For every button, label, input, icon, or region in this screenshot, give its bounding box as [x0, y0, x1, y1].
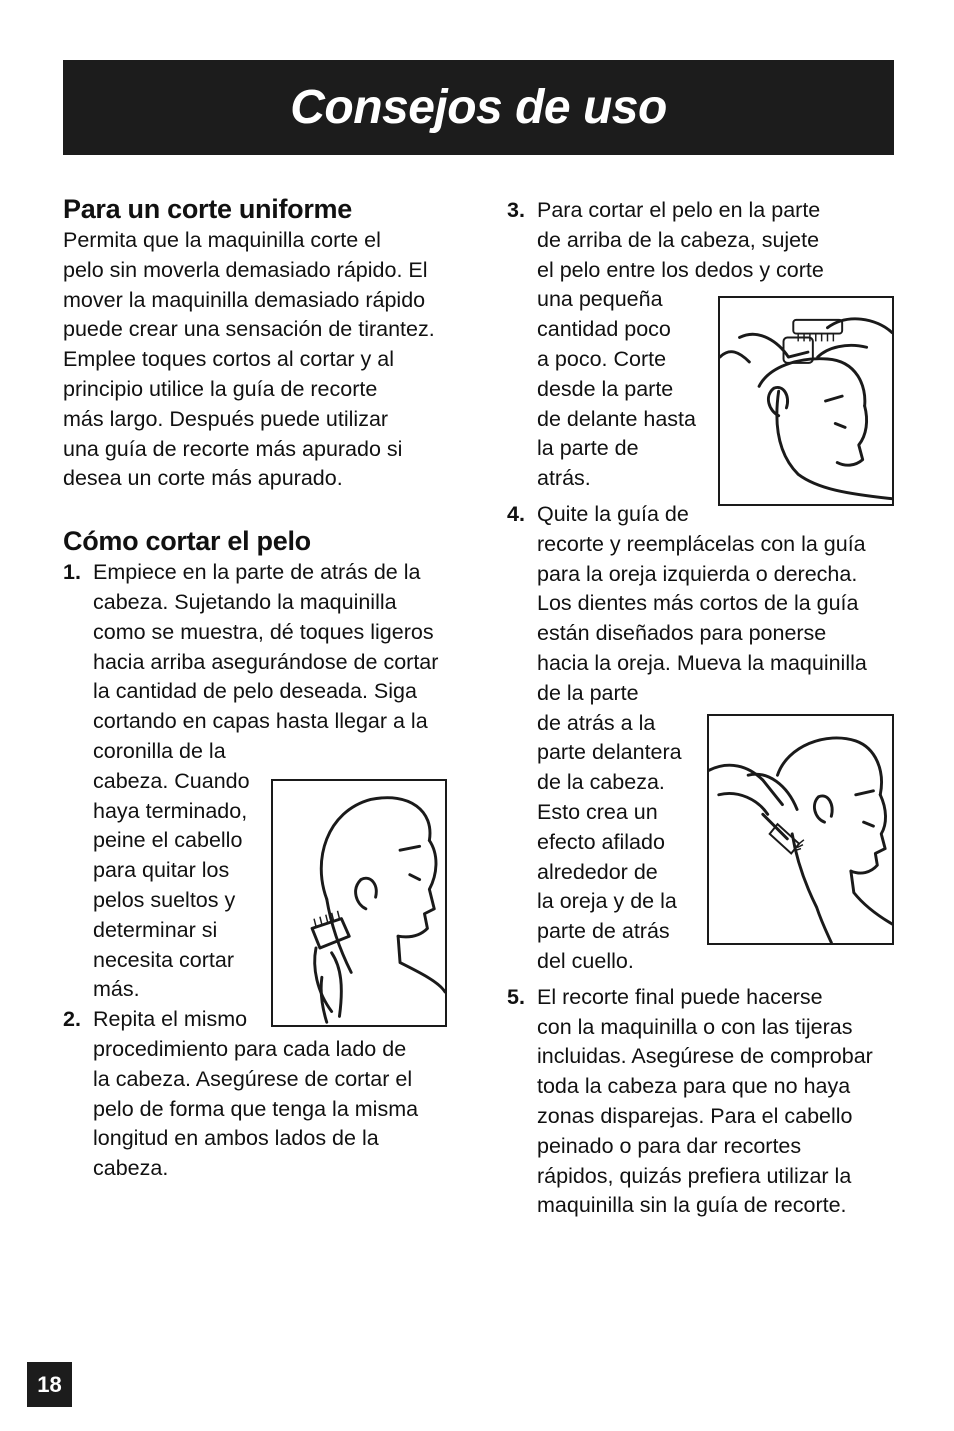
step-2 — [63, 1005, 453, 1184]
text-line: toda la cabeza para que no haya — [537, 1074, 851, 1099]
text-line: procedimiento para cada lado de — [93, 1036, 407, 1061]
text-line: zonas disparejas. Para el cabello — [537, 1103, 853, 1128]
comb-clipper-illustration — [720, 298, 892, 504]
illustration-top-of-head — [718, 296, 894, 506]
text-line: desde la parte — [537, 376, 674, 401]
text-line: Emplee toques cortos al cortar y al — [63, 347, 395, 372]
text-line: una pequeña — [537, 287, 663, 312]
text-line: cabeza. — [93, 1156, 169, 1181]
text-line: Permita que la maquinilla corte el — [63, 228, 381, 252]
illustration-ear-trim — [707, 714, 894, 945]
illustration-back-of-head — [271, 779, 447, 1027]
text-line: peinado o para dar recortes — [537, 1133, 802, 1158]
step-number: 2. — [63, 1007, 81, 1032]
ear-clipper-illustration — [709, 716, 892, 943]
text-line: de atrás a la — [537, 710, 656, 735]
text-line: de arriba de la cabeza, sujete — [537, 227, 820, 252]
text-line: hacia la oreja. Mueva la maquinilla — [537, 650, 867, 675]
page-title: Consejos de uso — [290, 81, 667, 134]
text-line: necesita cortar — [93, 947, 235, 972]
step-number: 3. — [507, 198, 525, 222]
text-line: pelo de forma que tenga la misma — [93, 1096, 419, 1121]
text-line: están diseñados para ponerse — [537, 621, 827, 646]
text-line: determinar si — [93, 917, 218, 942]
text-line: más. — [93, 977, 140, 1002]
text-line: puede crear una sensación de tirantez. — [63, 317, 435, 342]
text-line: la oreja y de la — [537, 889, 677, 914]
text-line: más largo. Después puede utilizar — [63, 406, 389, 431]
step-number: 4. — [507, 501, 525, 526]
page-number-badge — [27, 1362, 72, 1407]
text-line: pelos sueltos y — [93, 887, 236, 912]
text-line: recorte y reemplácelas con la guía — [537, 531, 866, 556]
text-line: la cantidad de pelo deseada. Siga — [93, 679, 417, 704]
text-line: la parte de — [537, 436, 639, 461]
text-line: cortando en capas hasta llegar a la — [93, 709, 428, 734]
text-line: de la cabeza. — [537, 770, 665, 795]
step-number: 1. — [63, 560, 81, 585]
text-line: El recorte final puede hacerse — [537, 984, 823, 1009]
text-line: haya terminado, — [93, 798, 248, 823]
section-heading-how-to-cut: Cómo cortar el pelo — [63, 526, 311, 557]
text-line: cantidad poco — [537, 317, 671, 342]
text-line: a poco. Corte — [537, 346, 667, 371]
left-column — [63, 192, 453, 1184]
text-line: alrededor de — [537, 859, 658, 884]
text-line: una guía de recorte más apurado si — [63, 436, 403, 461]
text-line: coronilla de la — [93, 738, 226, 763]
text-line: cabeza. Cuando — [93, 768, 250, 793]
text-line: incluidas. Asegúrese de comprobar — [537, 1044, 873, 1069]
step-5 — [507, 983, 897, 1221]
text-line: Empiece en la parte de atrás de la — [93, 560, 421, 585]
text-line: atrás. — [537, 466, 591, 491]
text-line: para quitar los — [93, 858, 230, 883]
text-line: parte delantera — [537, 740, 682, 765]
step-number: 5. — [507, 984, 525, 1009]
text-line: Para cortar el pelo en la parte — [537, 198, 821, 222]
text-line: la cabeza. Asegúrese de cortar el — [93, 1066, 413, 1091]
text-line: desea un corte más apurado. — [63, 466, 343, 491]
text-line: efecto afilado — [537, 829, 665, 854]
text-line: mover la maquinilla demasiado rápido — [63, 287, 426, 312]
text-line: cabeza. Sujetando la maquinilla — [93, 589, 397, 614]
section-heading-uniform-cut: Para un corte uniforme — [63, 194, 352, 224]
text-line: Quite la guía de — [537, 501, 689, 526]
text-line: pelo sin moverla demasiado rápido. El — [63, 257, 428, 282]
text-line: Repita el mismo — [93, 1007, 248, 1032]
text-line: del cuello. — [537, 948, 634, 973]
text-line: Los dientes más cortos de la guía — [537, 591, 859, 616]
text-line: parte de atrás — [537, 919, 670, 944]
page-number: 18 — [37, 1371, 62, 1397]
title-banner — [63, 60, 894, 155]
text-line: el pelo entre los dedos y corte — [537, 257, 824, 282]
text-line: maquinilla sin la guía de recorte. — [537, 1193, 847, 1218]
head-clipper-illustration — [273, 781, 445, 1025]
uniform-cut-paragraph — [63, 226, 453, 494]
text-line: peine el cabello — [93, 828, 243, 853]
text-line: de delante hasta — [537, 406, 696, 431]
text-line: con la maquinilla o con las tijeras — [537, 1014, 853, 1039]
text-line: para la oreja izquierda o derecha. — [537, 561, 858, 586]
text-line: de la parte — [537, 680, 639, 705]
text-line: rápidos, quizás prefiera utilizar la — [537, 1163, 852, 1188]
text-line: principio utilice la guía de recorte — [63, 376, 378, 401]
text-line: como se muestra, dé toques ligeros — [93, 619, 434, 644]
text-line: longitud en ambos lados de la — [93, 1126, 379, 1151]
text-line: hacia arriba asegurándose de cortar — [93, 649, 439, 674]
text-line: Esto crea un — [537, 799, 658, 824]
